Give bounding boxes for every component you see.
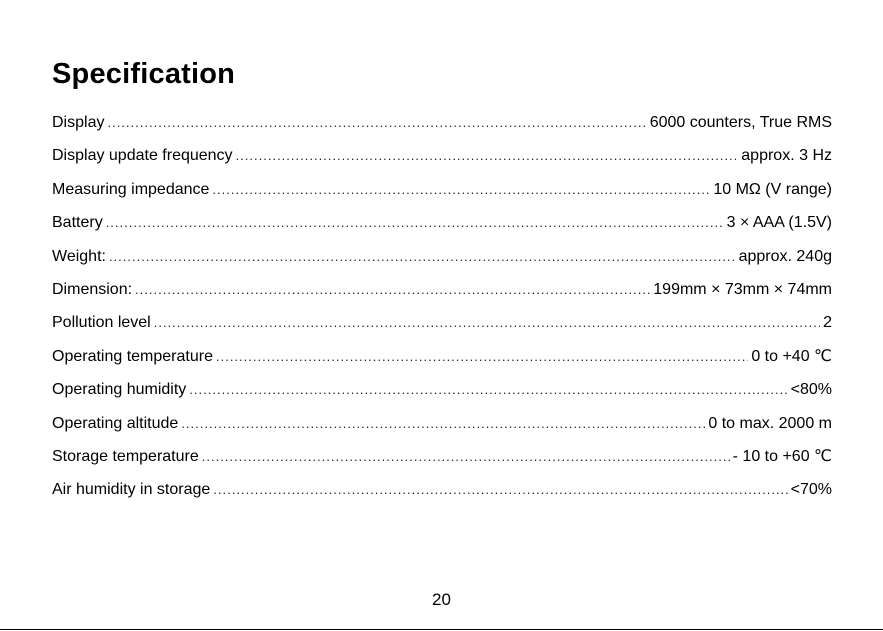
spec-list xyxy=(52,112,832,513)
spec-value: 6000 counters, True RMS xyxy=(649,114,832,131)
spec-value: 2 xyxy=(823,314,832,332)
dot-leader xyxy=(109,246,736,268)
spec-row-display xyxy=(52,112,832,145)
spec-label: Weight: xyxy=(52,247,106,265)
spec-row-air-humidity-in-storage xyxy=(52,479,832,512)
spec-row-operating-temperature xyxy=(52,346,832,379)
dot-leader xyxy=(135,279,650,301)
spec-value: - 10 to +60 ℃ xyxy=(732,447,832,465)
dot-leader xyxy=(154,312,820,334)
spec-value: 199mm × 73mm × 74mm xyxy=(653,280,832,298)
spec-row-display-update-frequency xyxy=(52,145,832,178)
spec-row-operating-altitude xyxy=(52,413,832,446)
spec-value: <70% xyxy=(790,481,832,499)
dot-leader xyxy=(236,145,739,167)
dot-leader xyxy=(189,379,787,401)
spec-row-storage-temperature xyxy=(52,446,832,479)
spec-label: Display update frequency xyxy=(52,147,233,165)
spec-value: 0 to max. 2000 m xyxy=(708,414,832,432)
dot-leader xyxy=(216,346,748,368)
spec-label: Battery xyxy=(52,214,103,232)
dot-leader xyxy=(106,212,724,234)
spec-label: Operating altitude xyxy=(52,414,179,432)
spec-value: <80% xyxy=(790,381,832,399)
spec-row-pollution-level xyxy=(52,312,832,345)
spec-label: Operating temperature xyxy=(52,347,213,365)
spec-label: Storage temperature xyxy=(52,447,199,465)
dot-leader xyxy=(107,112,646,134)
page-number: 20 xyxy=(432,590,451,609)
spec-value: approx. 3 Hz xyxy=(741,147,832,165)
spec-row-dimension xyxy=(52,279,832,312)
spec-value: 3 × AAA (1.5V) xyxy=(726,214,832,232)
spec-row-battery xyxy=(52,212,832,245)
spec-label: Operating humidity xyxy=(52,381,187,399)
spec-label: Dimension: xyxy=(52,280,133,298)
dot-leader xyxy=(212,179,710,201)
spec-value: 10 MΩ (V range) xyxy=(713,180,832,198)
spec-value: 0 to +40 ℃ xyxy=(751,347,832,365)
page-title: Specification xyxy=(52,58,236,90)
spec-row-weight xyxy=(52,246,832,279)
dot-leader xyxy=(181,413,705,435)
dot-leader xyxy=(213,479,787,501)
spec-label: Measuring impedance xyxy=(52,180,210,198)
footer-rule xyxy=(0,629,883,630)
spec-label: Display xyxy=(52,114,105,131)
spec-label: Pollution level xyxy=(52,314,151,332)
spec-value: approx. 240g xyxy=(738,247,832,265)
spec-row-measuring-impedance xyxy=(52,179,832,212)
dot-leader xyxy=(202,446,730,468)
spec-label: Air humidity in storage xyxy=(52,481,211,499)
spec-row-operating-humidity xyxy=(52,379,832,412)
